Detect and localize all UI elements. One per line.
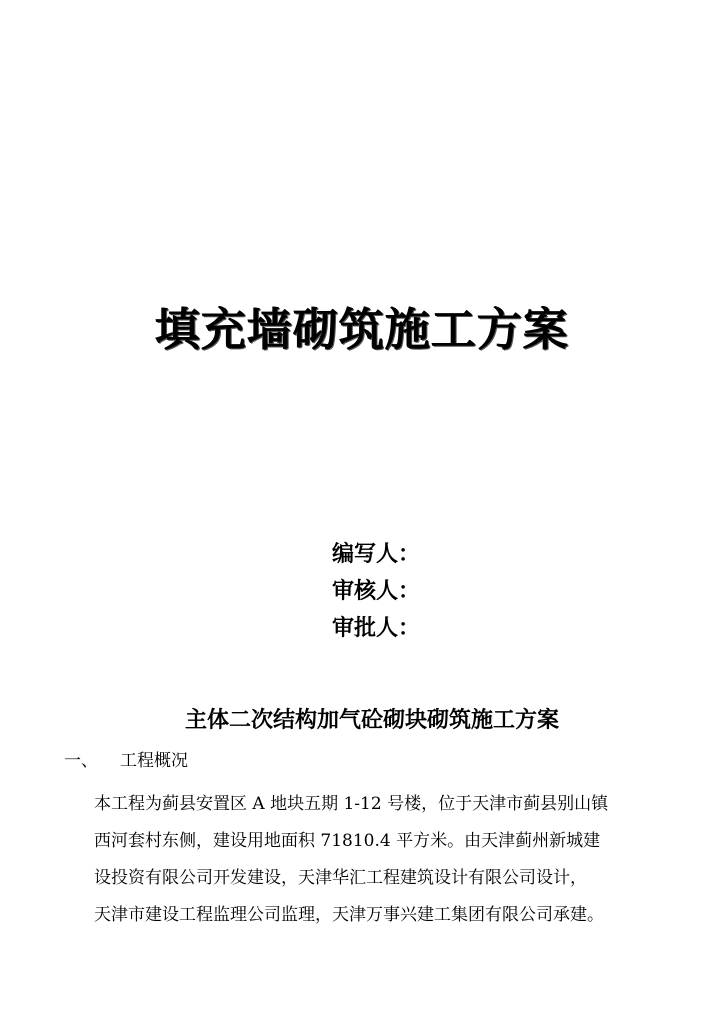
section-title: 主体二次结构加气砼砌块砌筑施工方案 [184,708,559,733]
approver-label: 审批人： [332,616,421,641]
paragraph-line: 设投资有限公司开发建设，天津华汇工程建筑设计有限公司设计， [94,868,587,888]
author-label: 编写人： [332,542,421,567]
section-heading [64,748,188,774]
paragraph-line: 本工程为蓟县安置区 A 地块五期 1-12 号楼，位于天津市蓟县别山镇 [94,794,609,814]
paragraph-line: 天津市建设工程监理公司监理，天津万事兴建工集团有限公司承建。 [94,905,604,925]
document-title: 填充墙砌筑施工方案 [154,303,569,356]
reviewer-label: 审核人： [332,579,421,604]
section-number: 一、 [64,751,98,771]
paragraph-line: 西河套村东侧，建设用地面积 71810.4 平方米。由天津蓟州新城建 [94,831,601,851]
project-overview-paragraph [94,786,694,934]
signature-block [332,536,532,647]
section-heading-text: 工程概况 [120,751,188,771]
